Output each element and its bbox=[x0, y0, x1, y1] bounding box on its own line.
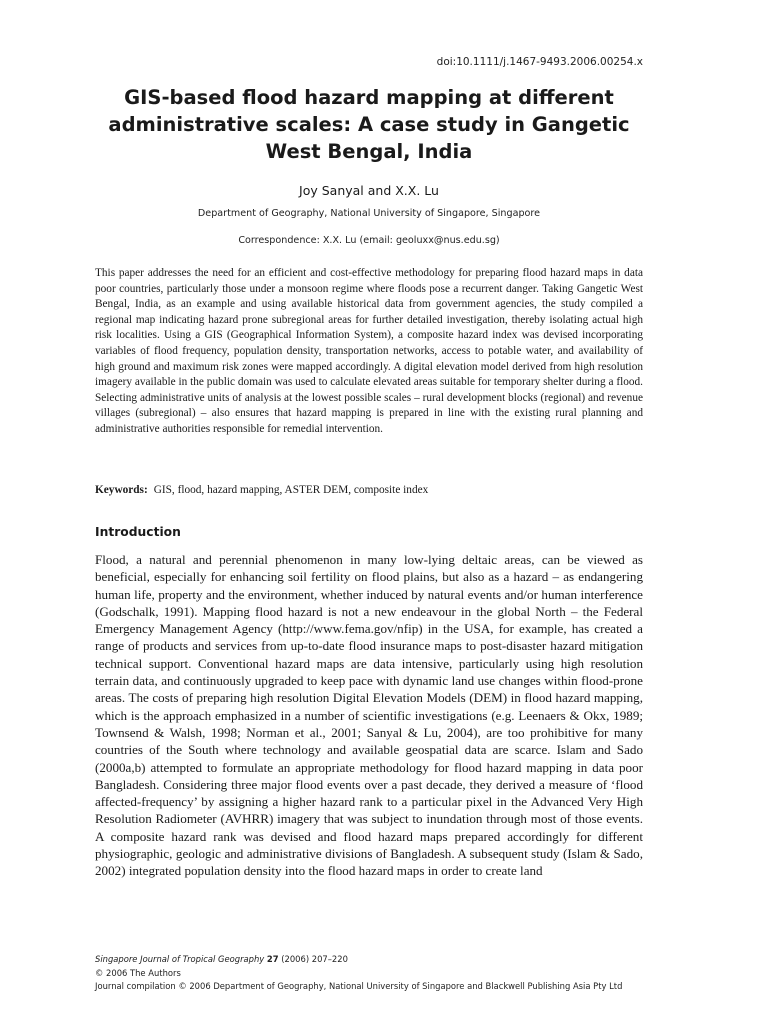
keywords-label: Keywords: bbox=[95, 484, 148, 496]
introduction-text: Flood, a natural and perennial phenomenon in many low-lying deltaic areas, can be viewed as beneficial, especially for enhancing soil fertility on flood plains, but also as a hazard – as endangering human life, property and the environment, whether induced by natural events and/or human interference (Godschalk, 1991). Mapping flood hazard is not a new endeavour in the global North – the Federal Emergency Management Agency (http://www.fema.gov/nfip) in the USA, for example, has created a range of products and services from up-to-date flood insurance maps to post-disaster hazard mitigation technical support. Conventional hazard maps are data intensive, particularly using high resolution terrain data, and continuously upgraded to keep pace with dynamic land use changes within flood-prone areas. The costs of preparing high resolution Digital Elevation Models (DEM) in flood hazard mapping, which is the approach emphasized in a number of scientific investigations (e.g. Leenaers & Okx, 1989; Townsend & Walsh, 1998; Norman et al., 2001; Sanyal & Lu, 2004), are too prohibitive for many countries of the South where technology and available geospatial data are scarce. Islam and Sado (2000a,b) attempted to formulate an appropriate methodology for flood hazard mapping in data poor Bangladesh. Considering three major flood events over a past decade, they derived a measure of ‘flood affected-frequency’ by assigning a higher hazard rank to a particular pixel in the Advanced Very High Resolution Radiometer (AVHRR) imagery that was subject to inundation through most of those events. A composite hazard rank was devised and flood hazard maps prepared accordingly for different physiographic, geologic and administrative divisions of Bangladesh. A subsequent study (Islam & Sado, 2002) integrated population density into the flood hazard maps in order to create land bbox=[95, 552, 643, 879]
authors: Joy Sanyal and X.X. Lu bbox=[299, 183, 439, 198]
keywords-text: GIS, flood, hazard mapping, ASTER DEM, composite index bbox=[153, 484, 429, 496]
keywords bbox=[95, 484, 643, 496]
abstract: This paper addresses the need for an efficient and cost-effective methodology for preparing flood hazard maps in data poor countries, particularly those under a monsoon regime where floods pose a recurrent danger. Taking Gangetic West Bengal, India, as an example and using available historical data from government agencies, the study compiled a regional map indicating hazard prone subregional areas for further detailed investigation, thereby isolating actual high risk localities. Using a GIS (Geographical Information System), a composite hazard index was devised incorporating variables of flood frequency, population density, transportation networks, access to potable water, and availability of high ground and maximum risk zones were mapped accordingly. A digital elevation model derived from high resolution imagery available in the public domain was used to calculate elevated areas suitable for temporary shelter during a flood. Selecting administrative units of analysis at the lowest possible scales – rural development blocks (regional) and revenue villages (subregional) – also ensures that hazard mapping is prepared in line with the existing rural planning and administrative authorities responsible for remedial intervention. bbox=[95, 267, 643, 435]
footer-citation bbox=[95, 953, 655, 967]
journal-volume: 27 bbox=[266, 954, 279, 964]
footer bbox=[95, 953, 655, 994]
journal-name: Singapore Journal of Tropical Geography bbox=[95, 954, 265, 964]
correspondence: Correspondence: X.X. Lu (email: geoluxx@nus.edu.sg) bbox=[238, 235, 500, 246]
journal-pages: (2006) 207–220 bbox=[281, 954, 348, 964]
doi-label: doi:10.1111/j.1467-9493.2006.00254.x bbox=[436, 56, 643, 68]
paper-title: GIS-based flood hazard mapping at different administrative scales: A case study in Gangetic West Bengal, India bbox=[108, 86, 630, 163]
footer-copyright: © 2006 The Authors bbox=[95, 967, 181, 978]
section-heading-introduction: Introduction bbox=[95, 525, 181, 539]
affiliation: Department of Geography, National University of Singapore, Singapore bbox=[197, 208, 541, 219]
footer-compilation: Journal compilation © 2006 Department of Geography, National University of Singapore and Blackwell Publishing Asia Pty Ltd bbox=[95, 981, 623, 991]
